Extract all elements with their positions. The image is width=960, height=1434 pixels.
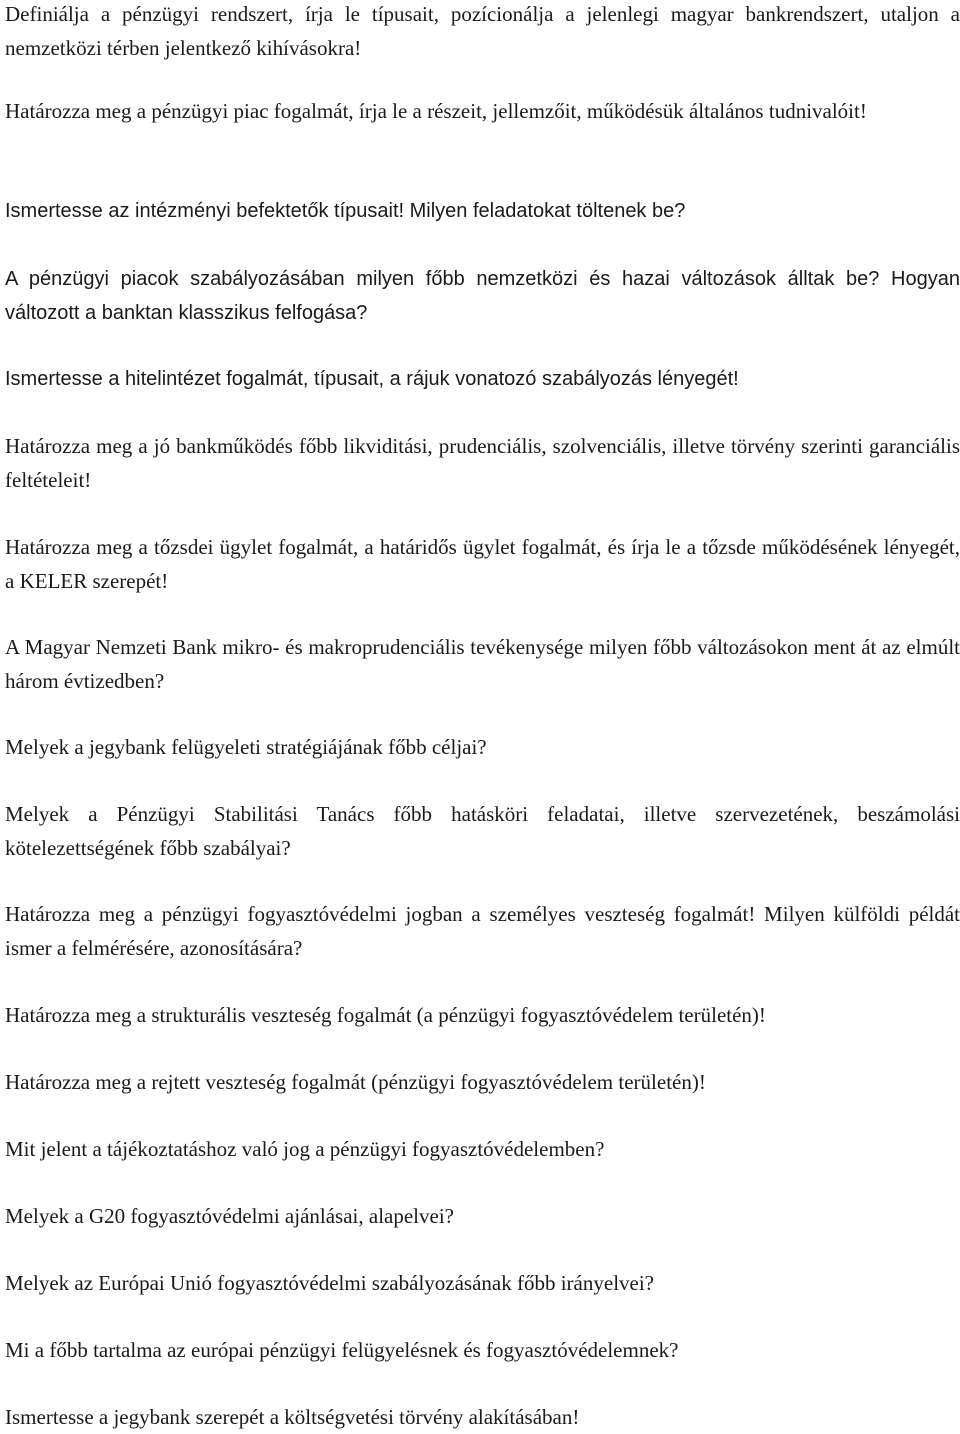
- question-8: A Magyar Nemzeti Bank mikro- és makroprudenciális tevékenysége milyen főbb változásokon ment át az elmúlt három évtizedben?: [5, 635, 960, 693]
- question-17: Mi a főbb tartalma az európai pénzügyi felügyelésnek és fogyasztóvédelemnek?: [5, 1338, 679, 1362]
- question-7: Határozza meg a tőzsdei ügylet fogalmát, a határidős ügylet fogalmát, és írja le a tőzsde működésének lényegét, a KELER szerepét!: [5, 535, 960, 593]
- question-10: Melyek a Pénzügyi Stabilitási Tanács főbb hatásköri feladatai, illetve szervezetének, beszámolási kötelezettségének főbb szabályai?: [5, 802, 960, 860]
- question-13: Határozza meg a rejtett veszteség fogalmát (pénzügyi fogyasztóvédelem területén)!: [5, 1070, 706, 1094]
- question-4: A pénzügyi piacok szabályozásában milyen főbb nemzetközi és hazai változások álltak be? Hogyan változott a banktan klasszikus felfogása?: [5, 268, 960, 324]
- question-9: Melyek a jegybank felügyeleti stratégiájának főbb céljai?: [5, 735, 487, 759]
- question-15: Melyek a G20 fogyasztóvédelmi ajánlásai, alapelvei?: [5, 1204, 454, 1228]
- question-1: Definiálja a pénzügyi rendszert, írja le típusait, pozícionálja a jelenlegi magyar bankrendszert, utaljon a nemzetközi térben jelentkező kihívásokra!: [5, 2, 960, 60]
- question-16: Melyek az Európai Unió fogyasztóvédelmi szabályozásának főbb irányelvei?: [5, 1271, 655, 1295]
- question-5: Ismertesse a hitelintézet fogalmát, típusait, a rájuk vonatozó szabályozás lényegét!: [5, 368, 739, 390]
- question-3: Ismertesse az intézményi befektetők típusait! Milyen feladatokat töltenek be?: [5, 200, 686, 222]
- question-14: Mit jelent a tájékoztatáshoz való jog a pénzügyi fogyasztóvédelemben?: [5, 1137, 605, 1161]
- question-12: Határozza meg a strukturális veszteség fogalmát (a pénzügyi fogyasztóvédelem területén)!: [5, 1003, 766, 1027]
- question-2: Határozza meg a pénzügyi piac fogalmát, írja le a részeit, jellemzőit, működésük általános tudnivalóit!: [5, 99, 867, 123]
- question-18: Ismertesse a jegybank szerepét a költségvetési törvény alakításában!: [5, 1405, 580, 1429]
- question-6: Határozza meg a jó bankműködés főbb likviditási, prudenciális, szolvenciális, illetve törvény szerinti garanciális feltételeit!: [5, 434, 960, 492]
- question-11: Határozza meg a pénzügyi fogyasztóvédelmi jogban a személyes veszteség fogalmát! Milyen külföldi példát ismer a felmérésére, azonosítására?: [5, 902, 960, 960]
